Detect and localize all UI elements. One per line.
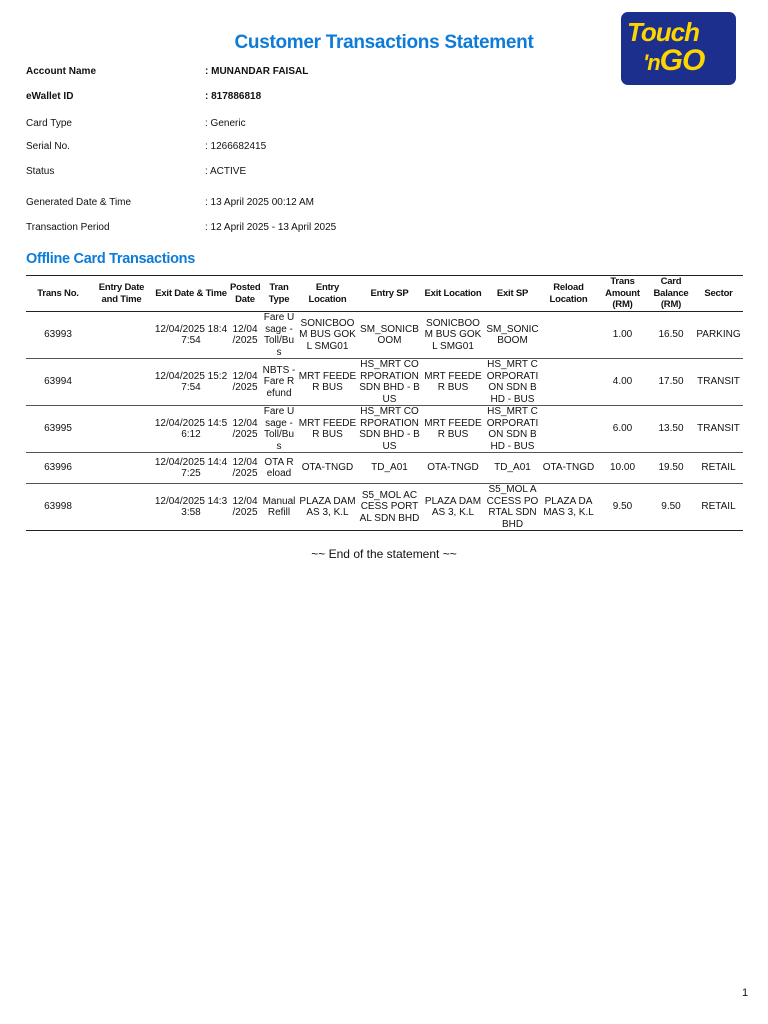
entry-datetime-cell bbox=[90, 312, 153, 359]
section-title: Offline Card Transactions bbox=[26, 251, 195, 267]
exit-datetime-cell: 12/04/2025 15:27:54 bbox=[153, 359, 229, 406]
entry-datetime-cell bbox=[90, 359, 153, 406]
exit-sp-cell: S5_MOL ACCESS PORTAL SDN BHD bbox=[486, 484, 539, 530]
exit-datetime-cell: 12/04/2025 14:33:58 bbox=[153, 484, 229, 531]
logo-ngo-text: 'nGO bbox=[643, 44, 705, 77]
generated-date-value: : 13 April 2025 00:12 AM bbox=[205, 197, 314, 208]
col-header: Exit Date & Time bbox=[153, 276, 229, 312]
posted-date-cell: 12/04 /2025 bbox=[229, 312, 261, 359]
card-type-label: Card Type bbox=[26, 118, 72, 129]
entry-sp-cell: HS_MRT CORPORATION SDN BHD - BUS bbox=[359, 359, 420, 405]
table-row bbox=[26, 359, 743, 406]
entry-sp-cell: TD_A01 bbox=[358, 453, 421, 484]
transactions-table bbox=[26, 275, 743, 531]
reload-location-cell bbox=[540, 406, 597, 453]
account-name-label: Account Name bbox=[26, 66, 97, 77]
status-label: Status bbox=[26, 166, 55, 177]
tran-type-cell: Fare Usage - Toll/Bus bbox=[261, 312, 297, 359]
generated-date-label: Generated Date & Time bbox=[26, 197, 132, 208]
sector-cell: PARKING bbox=[694, 312, 743, 359]
trans-amount-cell: 6.00 bbox=[597, 406, 648, 453]
exit-location-cell: PLAZA DAMAS 3, K.L bbox=[421, 484, 485, 531]
exit-location-cell: MRT FEEDER BUS bbox=[421, 359, 485, 406]
card-balance-cell: 17.50 bbox=[648, 359, 694, 406]
reload-location-cell bbox=[540, 359, 597, 406]
status-value: : ACTIVE bbox=[205, 166, 247, 177]
col-header: Entry SP bbox=[358, 276, 421, 312]
exit-sp-cell: TD_A01 bbox=[485, 453, 540, 484]
card-balance-cell: 9.50 bbox=[648, 484, 694, 531]
col-header: Entry Location bbox=[297, 276, 358, 312]
tran-type-cell: OTA Reload bbox=[261, 453, 297, 484]
sector-cell: RETAIL bbox=[694, 453, 743, 484]
trans-no-cell: 63995 bbox=[26, 406, 90, 453]
trans-no-cell: 63998 bbox=[26, 484, 90, 531]
posted-date-cell: 12/04 /2025 bbox=[229, 453, 261, 484]
entry-location-cell: SONICBOOM BUS GOKL SMG01 bbox=[297, 312, 358, 359]
reload-location-cell bbox=[540, 312, 597, 359]
transaction-period-value: : 12 April 2025 - 13 April 2025 bbox=[205, 222, 337, 233]
tran-type-cell: Manual Refill bbox=[261, 484, 297, 531]
card-type-value: : Generic bbox=[205, 118, 246, 129]
entry-location-cell: OTA-TNGD bbox=[297, 453, 358, 484]
account-name-value: : MUNANDAR FAISAL bbox=[205, 66, 309, 77]
ewallet-id-label: eWallet ID bbox=[26, 91, 74, 102]
trans-no-cell: 63994 bbox=[26, 359, 90, 406]
table-row bbox=[26, 453, 743, 484]
sector-cell: TRANSIT bbox=[694, 359, 743, 406]
entry-datetime-cell bbox=[90, 484, 153, 531]
exit-sp-cell: HS_MRT CORPORATION SDN BHD - BUS bbox=[486, 406, 539, 452]
transaction-period-label: Transaction Period bbox=[26, 222, 110, 233]
entry-sp-cell: HS_MRT CORPORATION SDN BHD - BUS bbox=[359, 406, 420, 452]
entry-datetime-cell bbox=[90, 453, 153, 484]
tran-type-cell: NBTS - Fare Refund bbox=[261, 359, 297, 406]
trans-no-cell: 63996 bbox=[26, 453, 90, 484]
posted-date-cell: 12/04 /2025 bbox=[229, 406, 261, 453]
card-balance-cell: 13.50 bbox=[648, 406, 694, 453]
tran-type-cell: Fare Usage - Toll/Bus bbox=[261, 406, 297, 453]
card-balance-cell: 16.50 bbox=[648, 312, 694, 359]
page-title: Customer Transactions Statement bbox=[234, 32, 534, 53]
col-header: Exit SP bbox=[485, 276, 540, 312]
trans-amount-cell: 10.00 bbox=[597, 453, 648, 484]
entry-datetime-cell bbox=[90, 406, 153, 453]
posted-date-cell: 12/04 /2025 bbox=[229, 484, 261, 531]
col-header: Posted Date bbox=[229, 276, 261, 312]
exit-location-cell: MRT FEEDER BUS bbox=[421, 406, 485, 453]
col-header: Trans No. bbox=[26, 276, 90, 312]
reload-location-cell: OTA-TNGD bbox=[540, 453, 597, 484]
col-header: Sector bbox=[694, 276, 743, 312]
trans-amount-cell: 4.00 bbox=[597, 359, 648, 406]
exit-location-cell: SONICBOOM BUS GOKL SMG01 bbox=[421, 312, 485, 359]
logo-touch-text: Touch bbox=[627, 17, 700, 47]
exit-sp-cell: SM_SONIC BOOM bbox=[485, 312, 540, 359]
touch-n-go-logo bbox=[621, 12, 736, 85]
card-balance-cell: 19.50 bbox=[648, 453, 694, 484]
reload-location-cell: PLAZA DAMAS 3, K.L bbox=[540, 484, 597, 531]
col-header: Card Balance (RM) bbox=[648, 276, 694, 312]
col-header: Entry Date and Time bbox=[90, 276, 153, 312]
col-header: Trans Amount (RM) bbox=[597, 276, 648, 312]
col-header: Reload Location bbox=[540, 276, 597, 312]
trans-amount-cell: 1.00 bbox=[597, 312, 648, 359]
ewallet-id-value: : 817886818 bbox=[205, 91, 262, 102]
entry-location-cell: MRT FEEDER BUS bbox=[297, 359, 358, 406]
col-header: Exit Location bbox=[421, 276, 485, 312]
serial-no-value: : 1266682415 bbox=[205, 141, 267, 152]
posted-date-cell: 12/04 /2025 bbox=[229, 359, 261, 406]
trans-amount-cell: 9.50 bbox=[597, 484, 648, 531]
exit-location-cell: OTA-TNGD bbox=[421, 453, 485, 484]
exit-datetime-cell: 12/04/2025 14:47:25 bbox=[153, 453, 229, 484]
entry-sp-cell: SM_SONICBOOM bbox=[358, 312, 421, 359]
exit-datetime-cell: 12/04/2025 14:56:12 bbox=[153, 406, 229, 453]
trans-no-cell: 63993 bbox=[26, 312, 90, 359]
entry-location-cell: PLAZA DAMAS 3, K.L bbox=[297, 484, 358, 531]
table-row bbox=[26, 406, 743, 453]
sector-cell: RETAIL bbox=[694, 484, 743, 531]
page-number: 1 bbox=[742, 987, 749, 999]
col-header: Tran Type bbox=[261, 276, 297, 312]
table-row bbox=[26, 312, 743, 359]
sector-cell: TRANSIT bbox=[694, 406, 743, 453]
table-header-row bbox=[26, 276, 743, 312]
serial-no-label: Serial No. bbox=[26, 141, 70, 152]
exit-datetime-cell: 12/04/2025 18:47:54 bbox=[153, 312, 229, 359]
table-row bbox=[26, 484, 743, 531]
end-of-statement-note: ~~ End of the statement ~~ bbox=[311, 547, 457, 561]
entry-sp-cell: S5_MOL ACCESS PORTAL SDN BHD bbox=[358, 484, 421, 531]
entry-location-cell: MRT FEEDER BUS bbox=[297, 406, 358, 453]
exit-sp-cell: HS_MRT CORPORATION SDN BHD - BUS bbox=[486, 359, 539, 405]
